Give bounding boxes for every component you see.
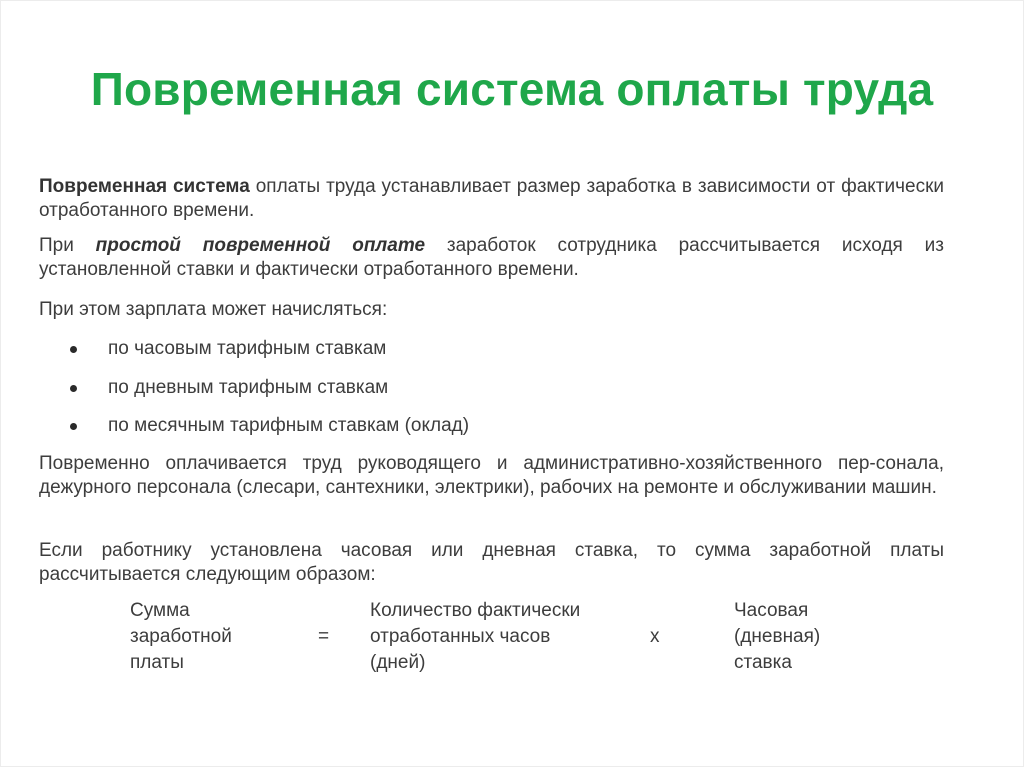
- formula-rate-line: Часовая: [734, 600, 809, 621]
- formula-quantity-line: отработанных часов: [370, 626, 551, 647]
- paragraph-definition-text: оплаты труда устанавливает размер заработка в зависимости от фактически отработанного времени.: [39, 176, 944, 221]
- formula-sum-line: заработной: [130, 626, 232, 647]
- formula-equals-sign: =: [318, 626, 330, 647]
- paragraph-simple-pay: [39, 234, 944, 282]
- paragraph-calculation-intro: Если работнику установлена часовая или дневная ставка, то сумма заработной платы рассчитывается следующим образом:: [39, 540, 944, 585]
- paragraph-applicability: Повременно оплачивается труд руководящего и административно-хозяйственного пер-сонала, дежурного персонала (слесари, сантехники, электрики), рабочих на ремонте и обслуживании машин.: [39, 453, 944, 498]
- formula-quantity: [370, 598, 580, 676]
- paragraph-simple-pay-text: заработок сотрудника рассчитывается исходя из установленной ставки и фактически отработанного времени.: [39, 235, 944, 280]
- slide-title: Повременная система оплаты труда: [90, 63, 934, 115]
- paragraph-simple-pay-bold: простой повременной оплате: [95, 235, 426, 256]
- paragraph-simple-pay-prefix: При: [39, 235, 96, 256]
- formula-quantity-line: (дней): [370, 652, 426, 673]
- formula-multiply-sign: х: [650, 626, 660, 647]
- formula-rate-line: (дневная): [734, 626, 821, 647]
- bullet-icon: [70, 346, 77, 353]
- bullet-icon: [70, 385, 77, 392]
- paragraph-definition-bold: Повременная система: [39, 176, 250, 197]
- formula-quantity-line: Количество фактически: [370, 600, 581, 621]
- list-item-label: по дневным тарифным ставкам: [108, 376, 389, 398]
- list-item-label: по месячным тарифным ставкам (оклад): [108, 415, 470, 436]
- paragraph-accrual-intro: При этом зарплата может начисляться:: [39, 299, 388, 320]
- list-item: [67, 376, 469, 415]
- list-item: [67, 414, 469, 453]
- formula-sum-line: платы: [130, 652, 184, 673]
- formula-rate: [734, 598, 820, 676]
- paragraph-definition: [39, 175, 944, 223]
- formula-sum-line: Сумма: [130, 600, 190, 621]
- bullet-icon: [70, 423, 77, 430]
- formula-sum: [130, 598, 232, 676]
- rate-types-list: [67, 337, 469, 453]
- formula-rate-line: ставка: [734, 652, 792, 673]
- list-item: [67, 337, 469, 376]
- list-item-label: по часовым тарифным ставкам: [108, 338, 387, 359]
